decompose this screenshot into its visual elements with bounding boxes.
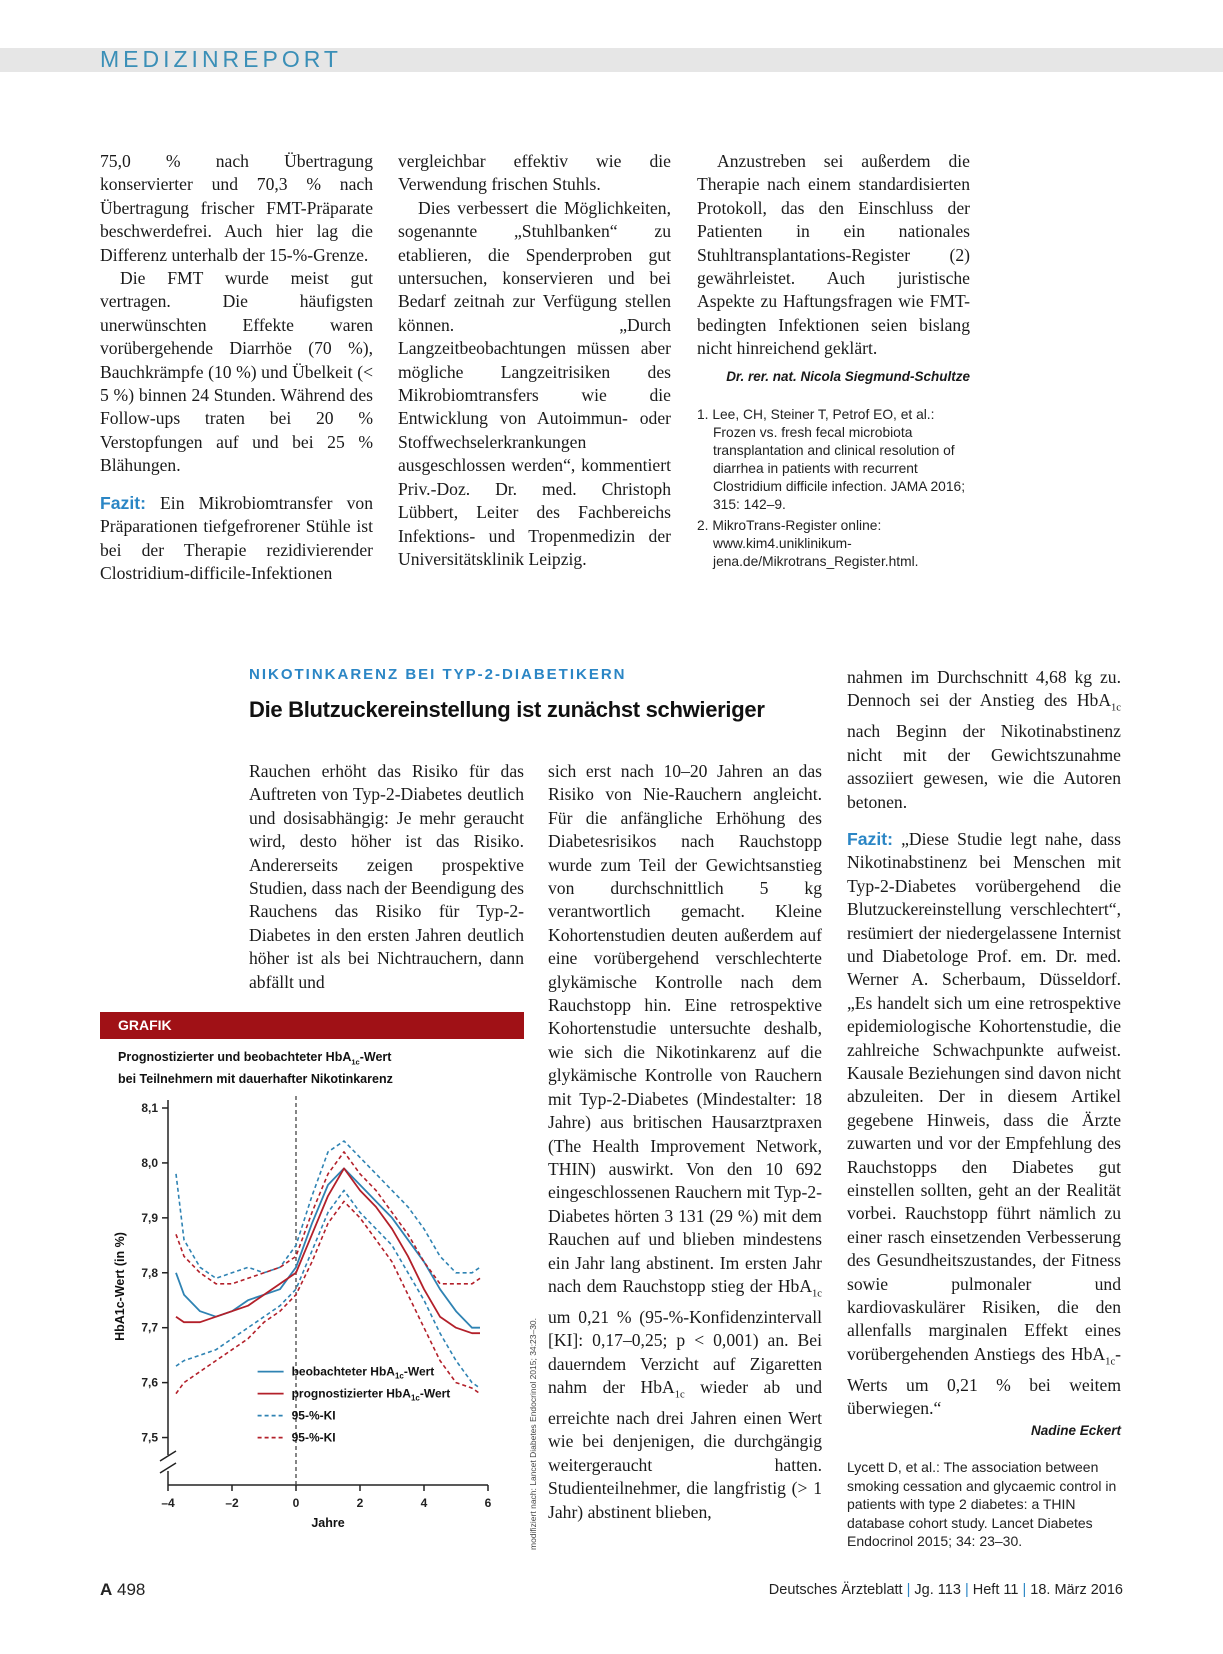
journal-date: 18. März 2016 — [1030, 1582, 1123, 1598]
article-kicker: NIKOTINKARENZ BEI TYP-2-DIABETIKERN — [249, 666, 627, 683]
journal-footer — [769, 1582, 1123, 1598]
text-run: nahmen im Durchschnitt 4,68 kg zu. Dennoch sei der Anstieg des HbA — [847, 667, 1121, 711]
text-run: wieder ab und erreichte nach drei Jahren einen Wert wie bei denjenigen, die durchgängig weitergeraucht hatten. Studienteilnehmer, die langfristig (> 1 Jahr) abstinent blieben, — [548, 1377, 823, 1522]
fazit-label: Fazit: — [847, 828, 893, 849]
page-number-value: 498 — [117, 1580, 146, 1599]
journal-volume: Jg. 113 — [914, 1582, 961, 1598]
x-tick-label: –4 — [161, 1496, 175, 1510]
y-tick-label: 7,6 — [141, 1375, 158, 1390]
paragraph: Dies verbessert die Möglichkeiten, sogenannte „Stuhlbanken“ zu etablieren, die Spenderproben gut untersuchen, konservieren und bei Bedarf zeitnah zur Verfügung stellen können. „Durch Langzeitbeobachtungen müssen aber mögliche Langzeitrisiken des Mikrobiomtransfers wie die Entwicklung von Autoimmun- oder Stoffwechselerkrankungen ausgeschlossen werden“, kommentiert Priv.-Doz. Dr. med. Christoph Lübbert, Leiter des Fachbereichs Infektions- und Tropenmedizin der Universitätsklinik Leipzig. — [398, 197, 671, 569]
x-tick-label: 6 — [484, 1496, 492, 1510]
article2-column-3 — [847, 666, 1121, 1551]
subscript: 1c — [812, 1288, 822, 1300]
paragraph: 75,0 % nach Übertragung konservierter und 70,3 % nach Übertragung frischer FMT-Präparate beschwerdefrei. Auch hier lag die Differenz unterhalb der 15-%-Grenze. — [100, 151, 373, 265]
text-run: „Diese Studie legt nahe, dass Nikotinabstinenz bei Menschen mit Typ-2-Diabetes vorübergehend die Blutzuckereinstellung verschlechtert“, resümiert der niedergelassene Internist und Diabetologe Prof. em. Dr. med. Werner A. Scherbaum, Düsseldorf. „Es handelt sich um eine retrospektive epidemiologische Kohortenstudie, die zahlreiche Schwachpunkte aufweist. Kausale Beziehungen sind davon nicht abzuleiten. Der in diesem Artikel gegebene Hinweis, dass die Ärzte zuwarten und vor der Empfehlung des Rauchstopps den Diabetes gut einstellen sollten, geht an der Realität vorbei. Rauchstopp führt nämlich zu einer rasch einsetzenden Verbesserung des Gesundheitszustandes, der Fitness sowie pulmonaler und kardiovaskulärer Risiken, die den allenfalls marginalen Effekt eines vorübergehenden Anstiegs des HbA — [847, 828, 1121, 1364]
y-tick-label: 7,8 — [141, 1265, 158, 1280]
y-tick-label: 8,0 — [141, 1155, 158, 1170]
legend-label: beobachteter HbA$_{1c}$-Wert — [291, 1364, 435, 1381]
subscript: 1c — [351, 1057, 360, 1067]
text-run: Prognostizierter und beobachteter HbA — [118, 1050, 352, 1064]
section-header: MEDIZINREPORT — [100, 46, 342, 72]
x-tick-label: –2 — [225, 1496, 239, 1510]
article1-column-2 — [398, 150, 671, 571]
chart-title-line — [118, 1049, 518, 1071]
journal-name: Deutsches Ärzteblatt — [768, 1582, 903, 1598]
paragraph — [847, 666, 1121, 814]
confidence-interval-line — [176, 1190, 480, 1388]
paragraph: Rauchen erhöht das Risiko für das Auftreten von Typ-2-Diabetes deutlich und dosisabhängig: Je mehr geraucht wird, desto höher ist das Risiko. Andererseits zeigen prospektive Studien, dass nach der Beendigung des Rauchens das Risiko für Typ-2-Diabetes in den ersten Jahren deutlich höher ist als bei Nichtrauchern, dann abfällt und — [249, 761, 524, 992]
y-axis-label: HbA1c-Wert (in %) — [113, 1232, 127, 1341]
article1-column-3 — [697, 150, 970, 574]
fazit-label: Fazit: — [100, 492, 146, 513]
y-tick-label: 7,7 — [141, 1320, 158, 1335]
fazit-paragraph — [100, 492, 373, 586]
journal-issue: Heft 11 — [972, 1582, 1019, 1598]
text-run: -Werts um 0,21 % bei weitem überwiegen.“ — [847, 1343, 1121, 1419]
source-reference: Lycett D, et al.: The association between smoking cessation and glycaemic control in patients with type 2 diabetes: a THIN database cohort study. Lancet Diabetes Endocrinol 2015; 34: 23–30. — [847, 1459, 1117, 1550]
y-tick-label: 7,9 — [141, 1210, 158, 1225]
chart-title-line: bei Teilnehmern mit dauerhafter Nikotinkarenz — [118, 1071, 393, 1086]
grafik-rule — [100, 1038, 524, 1039]
subscript: 1c — [1111, 702, 1121, 714]
text-run: um 0,21 % (95-%-Konfidenzintervall [KI]: 0,17–0,25; p < 0,001) an. Bei dauerndem Verzicht auf Zigaretten nahm der HbA — [548, 1306, 822, 1398]
grafik-label-bar — [100, 1012, 524, 1038]
legend-label: 95-%-KI — [291, 1430, 336, 1445]
x-tick-label: 2 — [356, 1496, 364, 1510]
text-run: sich erst nach 10–20 Jahren an das Risiko von Nie-Rauchern angleicht. Für die anfängliche Erhöhung des Diabetesrisikos nach Rauchstopp wurde zum Teil der Gewichtsanstieg von durchschnittlich 5 kg verantwortlich gemacht. Kleine Kohortenstudien deuten außerdem auf eine vorübergehend verschlechterte glykämische Kontrolle nach dem Rauchstopp hin. Eine retrospektive Kohortenstudie untersuchte deshalb, wie sich die Nikotinkarenz auf die glykämische Kontrolle von Rauchern mit Typ-2-Diabetes (Mindestalter: 18 Jahre) aus britischen Hausarztpraxen (The Health Improvement Network, THIN) auswirkt. Von den 10 692 eingeschlossenen Rauchern mit Typ-2-Diabetes hörten 3 131 (29 %) mit dem Rauchen auf und blieben mindestens ein Jahr lang abstinent. Im ersten Jahr nach dem Rauchstopp stieg der HbA — [548, 761, 822, 1296]
legend-label: 95-%-KI — [291, 1408, 336, 1423]
text-run: -Wert — [359, 1050, 392, 1064]
separator: | — [964, 1582, 969, 1598]
article2-column-1 — [249, 760, 524, 994]
author-line: Dr. rer. nat. Nicola Siegmund-Schultze — [726, 368, 970, 384]
paragraph: Die FMT wurde meist gut vertragen. Die häufigsten unerwünschten Effekte waren vorübergehende Diarrhöe (70 %), Bauchkrämpfe (10 %) und Übelkeit (< 5 %) binnen 24 Stunden. Während des Follow-ups traten bei 20 % Verstopfungen auf und bei 25 % Blähungen. — [100, 268, 373, 476]
separator: | — [906, 1582, 911, 1598]
article-headline: Die Blutzuckereinstellung ist zunächst schwieriger — [249, 697, 765, 722]
reference-item: 2. MikroTrans-Register online: www.kim4.uniklinikum-jena.de/Mikrotrans_Register.html. — [697, 518, 919, 570]
x-axis-label: Jahre — [311, 1516, 345, 1530]
legend-label: prognostizierter HbA$_{1c}$-Wert — [291, 1386, 451, 1403]
article2-column-2 — [548, 760, 822, 1524]
chart-source-note: modifiziert nach: Lancet Diabetes Endocrinol 2015; 34:23–30. — [528, 1317, 538, 1550]
separator: | — [1022, 1582, 1027, 1598]
paragraph: vergleichbar effektiv wie die Verwendung frischen Stuhls. — [398, 151, 671, 195]
text-run: nach Beginn der Nikotinabstinenz nicht mit der Gewichtszunahme assoziiert gewesen, wie die Autoren betonen. — [847, 721, 1121, 812]
confidence-interval-line — [176, 1152, 480, 1284]
x-tick-label: 4 — [420, 1496, 428, 1510]
fazit-text: Ein Mikrobiomtransfer von Präparationen tiefgefrorener Stühle ist bei der Therapie rezidivierender Clostridium-difficile-Infektionen — [100, 492, 373, 583]
grafik-label: GRAFIK — [118, 1017, 172, 1033]
page-prefix: A — [100, 1580, 113, 1599]
paragraph: Anzustreben sei außerdem die Therapie nach einem standardisierten Protokoll, das den Einschluss der Patienten in ein nationales Stuhltransplantations-Register (2) gewährleistet. Auch juristische Aspekte zu Haftungsfragen wie FMT-bedingten Infektionen seien bislang nicht hinreichend geklärt. — [697, 151, 970, 359]
subscript: 1c — [674, 1389, 685, 1401]
y-tick-label: 8,1 — [141, 1101, 158, 1115]
reference-item: 1. Lee, CH, Steiner T, Petrof EO, et al.: Frozen vs. fresh fecal microbiota transplantation and clinical resolution of diarrhea in patients with recurrent Clostridium difficile infection. JAMA 2016; 315: 142–9. — [697, 407, 966, 513]
hba1c-line-chart — [100, 1080, 525, 1550]
y-tick-label: 7,5 — [141, 1430, 158, 1445]
page-number — [100, 1580, 145, 1600]
series-line — [176, 1168, 480, 1333]
paragraph — [548, 760, 822, 1524]
article1-column-1 — [100, 150, 373, 585]
reference-list — [697, 406, 970, 571]
fazit-paragraph — [847, 828, 1121, 1421]
x-tick-label: 0 — [292, 1496, 300, 1510]
confidence-interval-line — [176, 1141, 480, 1278]
author-line: Nadine Eckert — [1030, 1422, 1121, 1438]
subscript: 1c — [1105, 1356, 1116, 1368]
